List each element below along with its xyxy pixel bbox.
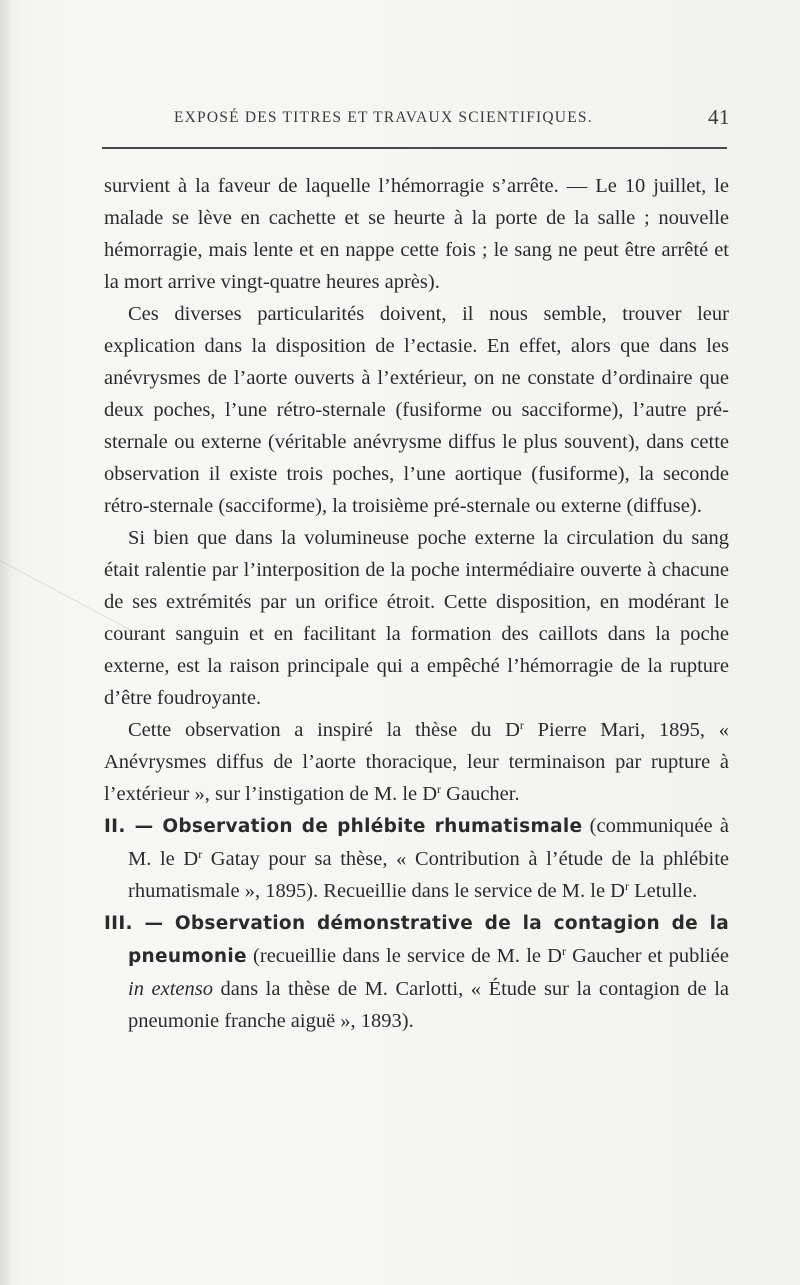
p4-superscript-2: r xyxy=(437,782,442,796)
item-2-text-a: (communiquée à M. le D xyxy=(128,815,729,870)
page-number: 41 xyxy=(708,105,730,129)
item-3-text-c: dans la thèse de M. Carlotti, « Étude sur la contagion de la pneumonie franche aiguë », 1893). xyxy=(128,978,729,1032)
item-3-title: III. — Observation démonstrative de la contagion de la pneumonie xyxy=(104,913,729,967)
paragraph-1: survient à la faveur de laquelle l’hémorragie s’arrête. — Le 10 juillet, le malade se lève en cachette et se heurte à la porte de la salle ; nouvelle hémorragie, mais lente et en nappe cette fois ; le sang ne peut être arrêté et la mort arrive vingt-quatre heures après). xyxy=(104,175,729,293)
p4-superscript: r xyxy=(519,718,524,732)
list-item-3 xyxy=(104,907,729,1037)
list-item-2 xyxy=(104,810,729,907)
item-2-superscript-2: r xyxy=(624,879,629,893)
item-3-superscript: r xyxy=(561,944,566,958)
p4-text-a: Cette observation a inspiré la thèse du D xyxy=(128,719,520,741)
item-2-text-b: Gatay pour sa thèse, « Contribution à l’étude de la phlébite rhumatismale », 1895). Recueillie dans le service de M. le D xyxy=(128,848,730,902)
paragraph-3: Si bien que dans la volumineuse poche externe la circulation du sang était ralentie par l’interposition de la poche intermédiaire ouverte à chacune de ses extrémités par un orifice étroit. Cette disposition, en modérant le courant sanguin et en facilitant la formation des caillots dans la poche externe, est la raison principale qui a empêché l’hémorragie de la rupture d’être foudroyante. xyxy=(104,527,729,709)
p4-text-c: Gaucher. xyxy=(441,783,520,805)
body-text xyxy=(104,170,729,1037)
paragraph-4 xyxy=(104,714,729,810)
item-3-text-b: Gaucher et publiée xyxy=(565,945,729,967)
item-3-text-a: (recueillie dans le service de M. le D xyxy=(246,945,562,967)
page-header xyxy=(102,103,730,133)
item-3-italic: in extenso xyxy=(128,978,213,1000)
item-2-title: II. — Observation de phlébite rhumatismale xyxy=(104,816,583,837)
p4-text-b: Pierre Mari, 1895, « Anévrysmes diffus de l’aorte thoracique, leur terminaison par rupture à l’extérieur », sur l’instigation de M. le D xyxy=(104,719,729,805)
running-title: EXPOSÉ DES TITRES ET TRAVAUX SCIENTIFIQUES. xyxy=(174,109,593,126)
item-2-superscript: r xyxy=(198,847,203,861)
item-2-text-c: Letulle. xyxy=(628,880,698,902)
header-rule xyxy=(102,147,727,149)
paragraph-2: Ces diverses particularités doivent, il nous semble, trouver leur explication dans la disposition de l’ectasie. En effet, alors que dans les anévrysmes de l’aorte ouverts à l’extérieur, on ne constate d’ordinaire que deux poches, l’une rétro-sternale (fusiforme ou sacciforme), l’autre pré-sternale ou externe (véritable anévrysme diffus le plus souvent), dans cette observation il existe trois poches, l’une aortique (fusiforme), la seconde rétro-sternale (sacciforme), la troisième pré-sternale ou externe (diffuse). xyxy=(104,303,729,517)
